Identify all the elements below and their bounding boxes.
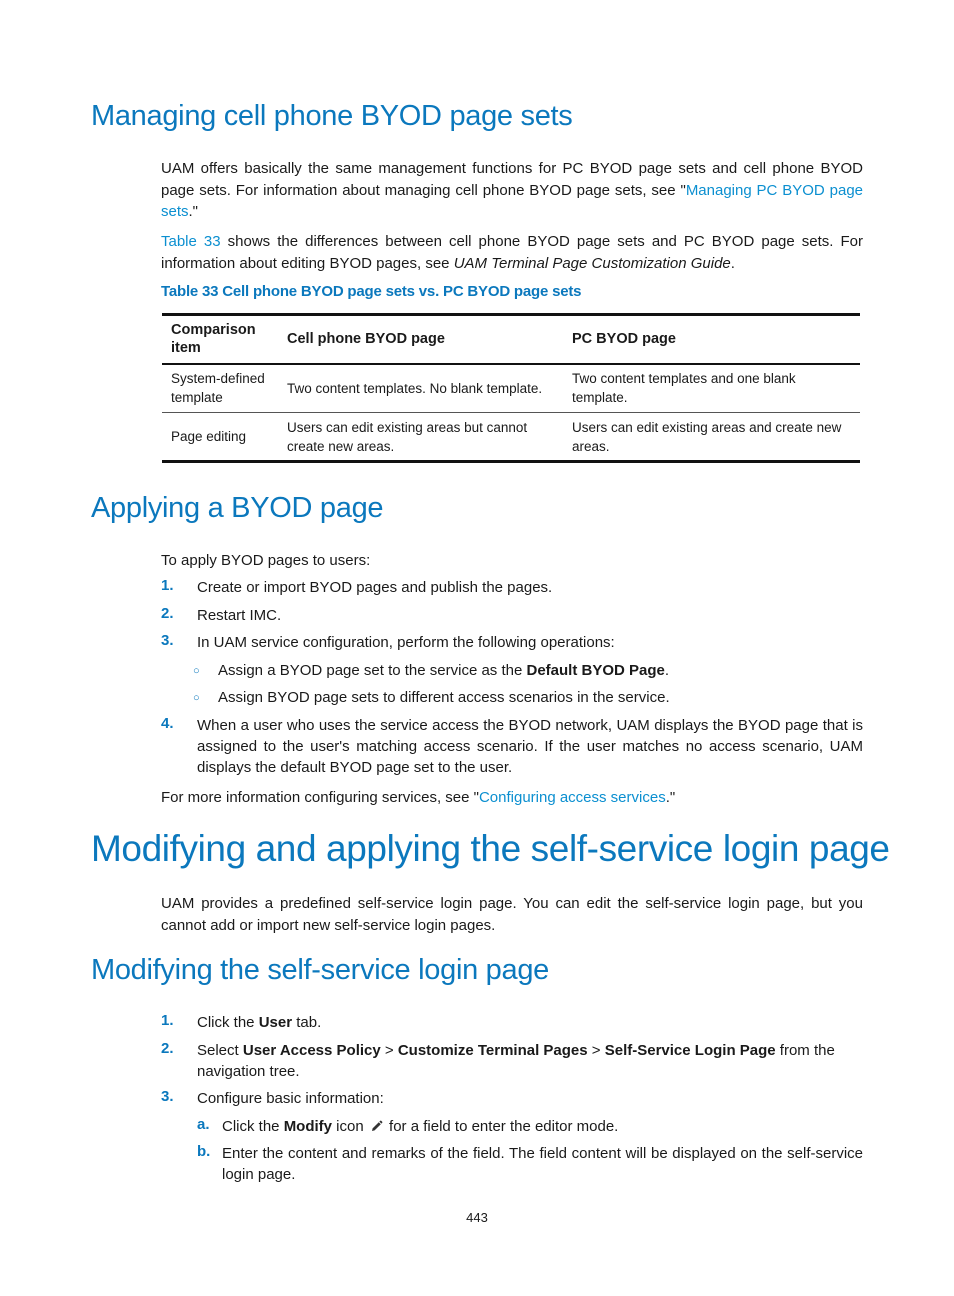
table-row — [162, 413, 860, 462]
paragraph-management-functions: UAM offers basically the same management functions for PC BYOD page sets and cell phone BYOD page sets. For information about managing cell phone BYOD page sets, see "Managing PC BYOD page sets." — [161, 160, 863, 220]
step-text: Create or import BYOD pages and publish the pages. — [197, 579, 553, 596]
step-text: In UAM service configuration, perform the following operations: — [197, 634, 615, 651]
step-text: Configure basic information: — [197, 1090, 384, 1107]
comparison-table — [162, 313, 860, 463]
link-configuring-access-services[interactable]: Configuring access services — [478, 789, 666, 806]
section-heading-modifying-self-service: Modifying the self-service login page — [91, 954, 549, 986]
step-number: 2. — [161, 605, 174, 622]
table-cell: System-defined template — [171, 371, 265, 406]
table-cell: Two content templates. No blank template. — [287, 380, 543, 396]
step-number: 2. — [161, 1040, 174, 1057]
paragraph-self-service-intro: UAM provides a predefined self-service login page. You can edit the self-service login page, but you cannot add or import new self-service login pages. — [161, 895, 863, 934]
bullet-circle-icon: ○ — [193, 665, 200, 677]
substep-text: Click the Modify icon for a field to enter the editor mode. — [222, 1116, 863, 1139]
substep-letter: b. — [197, 1143, 211, 1160]
table-cell: Users can edit existing areas and create new areas. — [572, 419, 842, 454]
substep-letter: a. — [197, 1116, 210, 1133]
bullet-text: Assign BYOD page sets to different access scenarios in the service. — [218, 689, 670, 706]
step-number: 3. — [161, 632, 174, 649]
step-number: 4. — [161, 715, 174, 732]
pencil-icon — [370, 1118, 383, 1139]
table-row — [162, 364, 860, 413]
page-number: 443 — [466, 1210, 488, 1225]
section-heading-applying-byod-page: Applying a BYOD page — [91, 492, 384, 524]
step-number: 1. — [161, 577, 174, 594]
table-cell: Page editing — [171, 429, 247, 444]
intro-text: To apply BYOD pages to users: — [161, 552, 371, 569]
table-header-cell: Cell phone BYOD page — [287, 331, 445, 348]
table-header-row — [162, 315, 860, 364]
paragraph-table-reference: Table 33 shows the differences between cell phone BYOD page sets and PC BYOD page sets. For information about editing BYOD pages, see UAM Terminal Page Customization Guide. — [161, 233, 863, 272]
bullet-circle-icon: ○ — [193, 692, 200, 704]
table-header-cell: Comparison item — [171, 322, 256, 357]
step-number: 1. — [161, 1012, 174, 1029]
section-heading-managing-cell-phone-byod: Managing cell phone BYOD page sets — [91, 100, 573, 132]
more-info-text: For more information configuring services, see "Configuring access services." — [161, 789, 676, 806]
chapter-heading-modifying-and-applying: Modifying and applying the self-service login page — [91, 828, 890, 869]
table-header-cell: PC BYOD page — [572, 331, 676, 348]
step-text: Select User Access Policy > Customize Terminal Pages > Self-Service Login Page from the navigation tree. — [197, 1042, 835, 1080]
link-managing-pc-byod-page-sets[interactable]: Managing PC BYOD page sets — [161, 181, 863, 220]
step-number: 3. — [161, 1088, 174, 1105]
step-text: When a user who uses the service access the BYOD network, UAM displays the BYOD page that is assigned to the user's matching access scenario. If the user matches no access scenario, UAM displays the default BYOD page set to the user. — [197, 717, 863, 776]
link-table-33[interactable]: Table 33 — [161, 233, 221, 250]
substep-text: Enter the content and remarks of the field. The field content will be displayed on the self-service login page. — [222, 1145, 863, 1183]
bullet-text: Assign a BYOD page set to the service as the Default BYOD Page. — [218, 662, 670, 679]
table-cell: Two content templates and one blank template. — [572, 371, 796, 406]
step-text: Restart IMC. — [197, 607, 282, 624]
step-text: Click the User tab. — [197, 1014, 322, 1031]
table-cell: Users can edit existing areas but cannot create new areas. — [287, 419, 528, 454]
table-caption: Table 33 Cell phone BYOD page sets vs. PC BYOD page sets — [161, 283, 582, 300]
